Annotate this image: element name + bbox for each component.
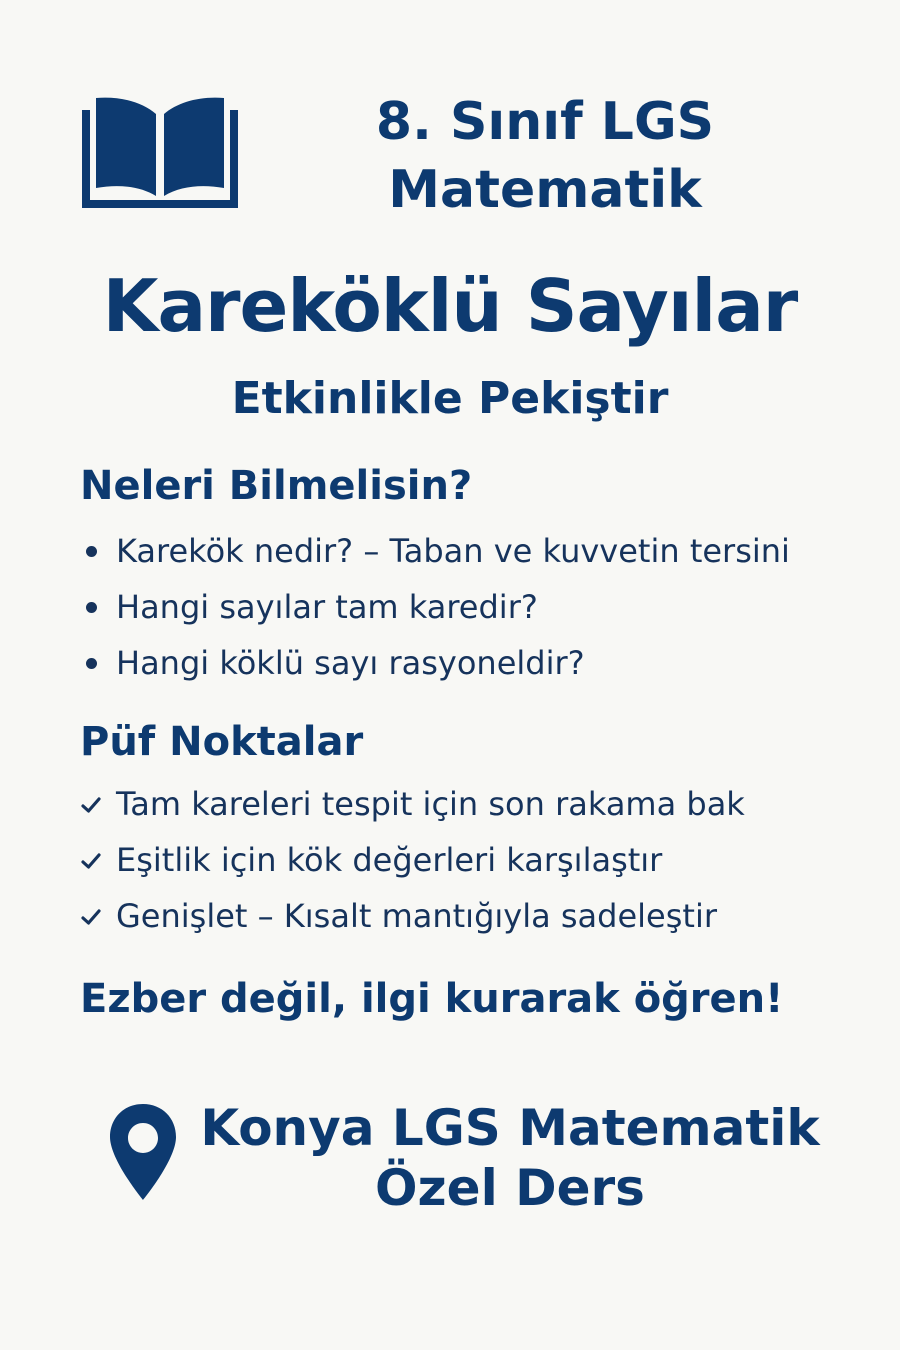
course-label xyxy=(295,88,795,224)
checkmark-icon xyxy=(80,794,102,816)
tips-list xyxy=(80,776,880,944)
list-item xyxy=(80,523,880,579)
list-item xyxy=(80,579,880,635)
checkmark-icon xyxy=(80,906,102,928)
footer-label xyxy=(190,1098,830,1218)
list-item-text: Eşitlik için kök değerleri karşılaştır xyxy=(116,841,663,879)
list-item xyxy=(80,635,880,691)
footer-line-1: Konya LGS Matematik xyxy=(200,1099,820,1157)
page-title: Kareköklü Sayılar xyxy=(102,264,798,348)
motto: Ezber değil, ilgi kurarak öğren! xyxy=(80,976,784,1022)
list-item-text: Genişlet – Kısalt mantığıyla sadeleştir xyxy=(116,897,717,935)
list-item-text: Hangi köklü sayı rasyoneldir? xyxy=(116,644,585,682)
list-item-text: Hangi sayılar tam karedir? xyxy=(116,588,538,626)
list-item xyxy=(80,776,880,832)
footer-line-2: Özel Ders xyxy=(375,1159,645,1217)
list-item-text: Tam kareleri tespit için son rakama bak xyxy=(116,785,745,823)
list-item-text: Karekök nedir? – Taban ve kuvvetin tersini xyxy=(116,532,790,570)
section-heading-tips: Püf Noktalar xyxy=(80,719,364,765)
page-subtitle: Etkinlikle Pekiştir xyxy=(231,373,669,424)
footer xyxy=(100,1098,840,1238)
bullet-icon xyxy=(86,658,97,669)
checkmark-icon xyxy=(80,850,102,872)
location-pin-icon xyxy=(108,1102,178,1202)
list-item xyxy=(80,832,880,888)
list-item xyxy=(80,888,880,944)
know-list xyxy=(80,523,880,691)
section-heading-know: Neleri Bilmelisin? xyxy=(80,463,473,509)
bullet-icon xyxy=(86,602,97,613)
open-book-icon xyxy=(80,96,240,210)
bullet-icon xyxy=(86,546,97,557)
header xyxy=(80,88,840,218)
subject-label: Matematik xyxy=(388,160,702,220)
grade-label: 8. Sınıf LGS xyxy=(375,92,715,152)
